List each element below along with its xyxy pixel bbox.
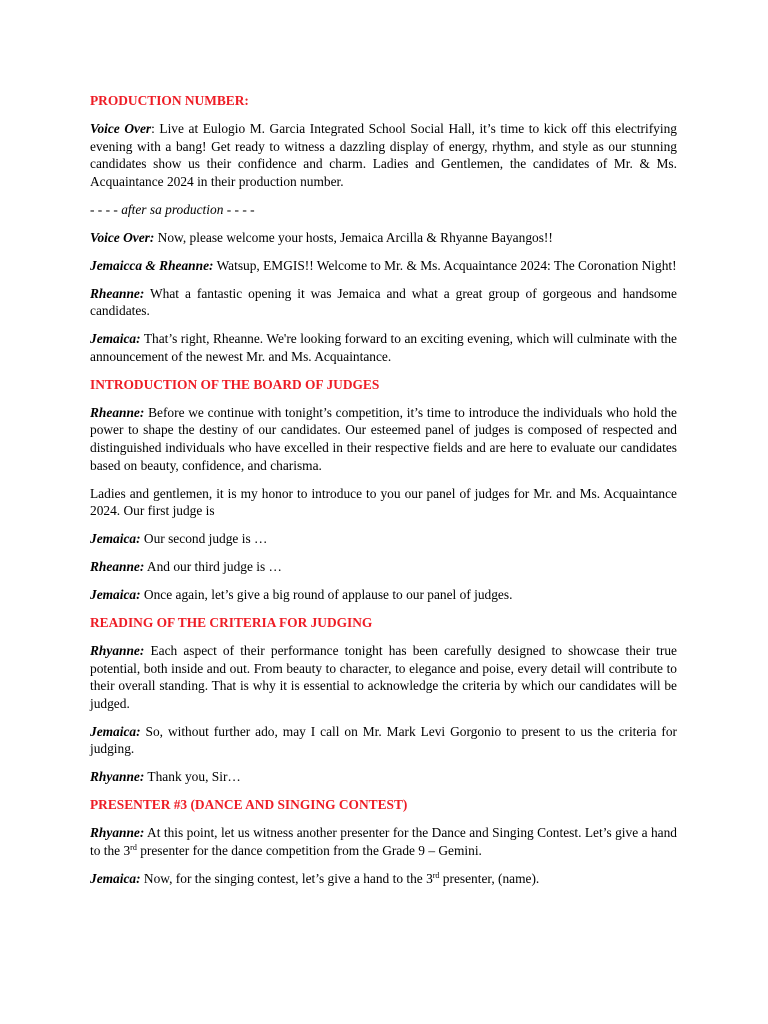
paragraph-judges-honor: Ladies and gentlemen, it is my honor to introduce to you our panel of judges for Mr. and Ms. Acquaintance 2024. Our first judge is bbox=[90, 485, 677, 519]
dialogue-text: presenter for the dance competition from the Grade 9 – Gemini. bbox=[136, 843, 482, 859]
paragraph-jemaica-evening bbox=[90, 330, 677, 365]
speaker-label: Rheanne: bbox=[90, 559, 145, 575]
dialogue-text: What a fantastic opening it was Jemaica and what a great group of gorgeous and handsome candidates. bbox=[90, 285, 677, 319]
dialogue-text: Before we continue with tonight’s competition, it’s time to introduce the individuals who hold the power to shape the destiny of our candidates. Our esteemed panel of judges is composed of respected and distinguished individuals who have excelled in their respective fields and are here to evaluate our candidates based on beauty, confidence, and charisma. bbox=[90, 404, 677, 473]
dialogue-text: And our third judge is … bbox=[144, 559, 282, 575]
dialogue-text: That’s right, Rheanne. We're looking forward to an exciting evening, which will culminate with the announcement of the newest Mr. and Ms. Acquaintance. bbox=[90, 331, 677, 364]
stage-direction: - - - - after sa production - - - - bbox=[90, 201, 255, 217]
speaker-label: Rhyanne: bbox=[90, 769, 145, 785]
speaker-label: Rheanne: bbox=[90, 404, 145, 420]
paragraph-voice-over-hosts bbox=[90, 229, 677, 247]
dialogue-text: Our second judge is … bbox=[140, 531, 268, 547]
paragraph-criteria-call bbox=[90, 723, 677, 758]
speaker-label: Voice Over bbox=[90, 120, 152, 136]
dialogue-text: Thank you, Sir… bbox=[144, 769, 241, 785]
paragraph-criteria-thanks bbox=[90, 768, 677, 786]
ordinal-suffix: rd bbox=[432, 871, 440, 881]
dialogue-text: So, without further ado, may I call on Mr. Mark Levi Gorgonio to present to us the criteria for judging. bbox=[90, 723, 677, 757]
dialogue-text: Now, please welcome your hosts, Jemaica Arcilla & Rhyanne Bayangos!! bbox=[154, 229, 553, 245]
speaker-label: Jemaica: bbox=[90, 587, 141, 603]
section-heading-production: PRODUCTION NUMBER: bbox=[90, 93, 249, 108]
speaker-label: Jemaica: bbox=[90, 723, 141, 739]
dialogue-text: : Live at Eulogio M. Garcia Integrated School Social Hall, it’s time to kick off this electrifying evening with a bang! Get ready to witness a dazzling display of energy, rhythm, and style as our stunning candidates show us their confidence and charm. Ladies and Gentlemen, the candidates of Mr. & Ms. Acquaintance 2024 in their production number. bbox=[90, 120, 677, 189]
paragraph-voice-over-intro bbox=[90, 120, 677, 190]
speaker-label: Jemaica: bbox=[90, 531, 141, 547]
ordinal-suffix: rd bbox=[130, 843, 137, 853]
dialogue-text: presenter, (name). bbox=[439, 871, 540, 887]
paragraph-criteria-intro bbox=[90, 642, 677, 712]
paragraph-judges-intro bbox=[90, 404, 677, 474]
speaker-label: Jemaica: bbox=[90, 871, 141, 887]
dialogue-text: Each aspect of their performance tonight has been carefully designed to showcase their true potential, both inside and out. From beauty to character, to elegance and poise, every detail will contribute to their overall standing. That is why it is essential to acknowledge the criteria by which our candidates will be judged. bbox=[90, 643, 677, 711]
paragraph-judges-applause bbox=[90, 586, 677, 604]
speaker-label: Voice Over: bbox=[90, 229, 155, 245]
dialogue-text: Now, for the singing contest, let’s give a hand to the 3 bbox=[140, 871, 433, 887]
speaker-label: Rhyanne: bbox=[90, 643, 145, 659]
speaker-label: Jemaicca & Rheanne: bbox=[90, 257, 214, 273]
section-heading-criteria: READING OF THE CRITERIA FOR JUDGING bbox=[90, 615, 373, 631]
paragraph-hosts-welcome bbox=[90, 257, 677, 275]
speaker-label: Rheanne: bbox=[90, 285, 145, 301]
document-page bbox=[90, 92, 677, 898]
dialogue-text: Watsup, EMGIS!! Welcome to Mr. & Ms. Acquaintance 2024: The Coronation Night! bbox=[213, 257, 677, 273]
paragraph-second-judge bbox=[90, 530, 677, 548]
paragraph-singing-presenter bbox=[90, 870, 677, 888]
dialogue-text: At this point, let us witness another presenter for the Dance and Singing Contest. Let’s give a hand to the 3 bbox=[90, 825, 677, 859]
paragraph-third-judge bbox=[90, 558, 677, 576]
dialogue-text: Once again, let’s give a big round of applause to our panel of judges. bbox=[140, 587, 513, 603]
paragraph-dance-presenter bbox=[90, 824, 677, 859]
speaker-label: Rhyanne: bbox=[90, 825, 145, 841]
speaker-label: Jemaica: bbox=[90, 331, 141, 347]
section-heading-presenter: PRESENTER #3 (DANCE AND SINGING CONTEST) bbox=[90, 797, 408, 813]
section-heading-judges: INTRODUCTION OF THE BOARD OF JUDGES bbox=[90, 376, 380, 392]
paragraph-rheanne-opening bbox=[90, 285, 677, 320]
